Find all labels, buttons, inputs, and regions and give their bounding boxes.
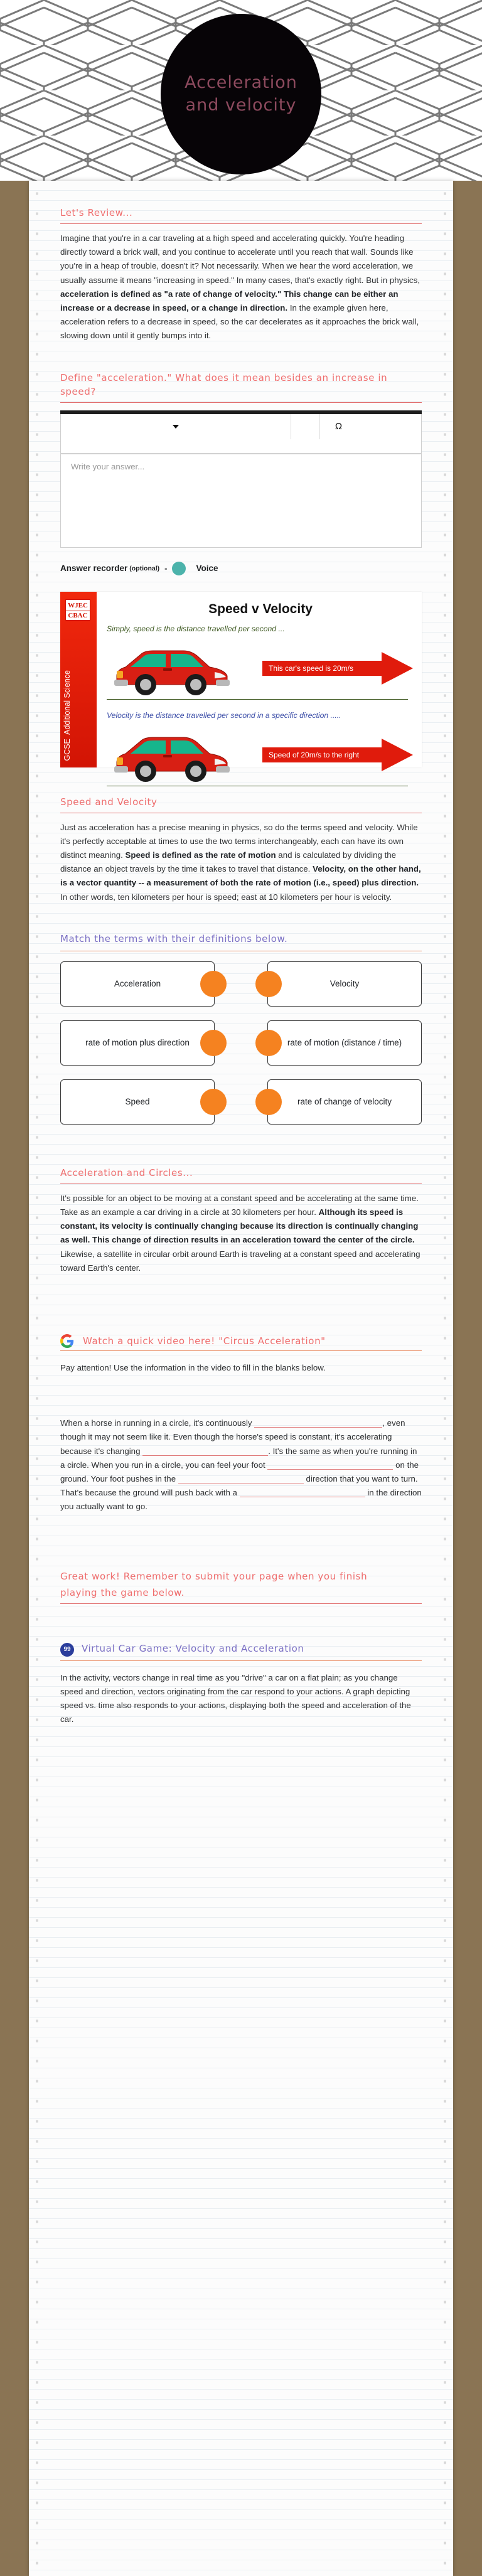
fb-text-5: direction that you want to turn. That's because the ground will push back with a bbox=[60, 1474, 418, 1498]
circles-paragraph bbox=[60, 1192, 422, 1275]
match-knob-right-2[interactable] bbox=[255, 1089, 282, 1115]
page-title-line2: and velocity bbox=[185, 95, 297, 115]
chevron-down-icon bbox=[173, 425, 179, 429]
section-heading-speed-velocity: Speed and Velocity bbox=[60, 796, 158, 808]
speed-v-velocity-slide bbox=[60, 592, 422, 767]
review-text-c: In the example given here, acceleration refers to a decrease in speed, so the car decelerates as it approaches the brick wall, slowing down until it gently bumps into it. bbox=[60, 303, 419, 341]
divider bbox=[60, 1603, 422, 1604]
video-link-row[interactable] bbox=[60, 1334, 422, 1348]
match-card-left-2[interactable] bbox=[60, 1079, 215, 1125]
match-label: rate of change of velocity bbox=[297, 1097, 392, 1107]
match-label: rate of motion (distance / time) bbox=[287, 1038, 402, 1048]
game-description: In the activity, vectors change in real time as you "drive" a car on a flat plain; as you change speed and direction, vectors originating from the car respond to your actions. A graph depicting speed vs. time also responds to your actions, displaying both the speed and acceleration of the car. bbox=[60, 1672, 411, 1724]
logo-line-2: CBAC bbox=[66, 611, 90, 621]
red-car-illustration-2 bbox=[109, 727, 235, 785]
fb-text-4: on the ground. Your foot pushes in the bbox=[60, 1460, 419, 1484]
match-knob-left-2[interactable] bbox=[200, 1089, 227, 1115]
fb-text-6: in the direction you actually want to go. bbox=[60, 1488, 422, 1512]
match-card-right-0[interactable] bbox=[267, 961, 422, 1007]
circles-text-bold: Although its speed is constant, its velocity is continually changing because its direction is continually changing as well. This change of direction results in an acceleration toward the center of the circle. bbox=[60, 1207, 419, 1245]
answer-recorder-row bbox=[60, 562, 422, 575]
page-title-line1: Acceleration bbox=[185, 73, 297, 92]
red-car-illustration bbox=[109, 641, 235, 698]
match-knob-left-1[interactable] bbox=[200, 1030, 227, 1056]
game-badge-icon: 99 bbox=[60, 1643, 74, 1657]
video-instruction: Pay attention! Use the information in the video to fill in the blanks below. bbox=[60, 1363, 326, 1373]
wjec-cbac-logo bbox=[65, 599, 90, 621]
rail-course-line1: GCSE Additional Science bbox=[63, 670, 72, 761]
fb-text-3: . It's the same as when you're running in a circle. When you run in a circle, you can feel your foot bbox=[60, 1446, 417, 1470]
match-label: rate of motion plus direction bbox=[85, 1038, 190, 1048]
match-knob-right-1[interactable] bbox=[255, 1030, 282, 1056]
page-header bbox=[0, 0, 482, 181]
velocity-panel bbox=[107, 721, 414, 789]
match-label: Speed bbox=[125, 1097, 150, 1107]
font-dropdown[interactable] bbox=[61, 414, 291, 439]
review-paragraph bbox=[60, 232, 422, 343]
closing-heading-line1: Great work! Remember to submit your page when you finish bbox=[60, 1570, 368, 1582]
fill-in-the-blanks-paragraph bbox=[60, 1416, 422, 1514]
review-text-bold: acceleration is defined as "a rate of change of velocity." This change can be either an increase or a decrease in speed, or a change in direction. bbox=[60, 289, 399, 313]
match-knob-left-0[interactable] bbox=[200, 971, 227, 997]
divider bbox=[60, 1660, 422, 1661]
answer-recorder-dash: - bbox=[164, 564, 168, 574]
answer-recorder-label: Answer recorder bbox=[60, 564, 128, 574]
matching-exercise bbox=[60, 961, 422, 1125]
blank-input-4[interactable] bbox=[178, 1473, 304, 1483]
fb-text-2: , even though it may not seem like it. Even though the horse's speed is constant, it's accelerating because it's changing bbox=[60, 1418, 405, 1456]
sv-text-c: and is calculated by dividing the distance an object travels by the time it takes to travel that distance. bbox=[60, 850, 397, 874]
match-card-left-1[interactable] bbox=[60, 1020, 215, 1066]
speed-arrow-label: This car's speed is 20m/s bbox=[269, 663, 354, 673]
rich-text-editor[interactable] bbox=[60, 410, 422, 548]
section-heading-circles: Acceleration and Circles... bbox=[60, 1167, 193, 1178]
worksheet-sheet bbox=[29, 181, 453, 2576]
slide-caption-velocity: Velocity is the distance travelled per second in a specific direction ..... bbox=[107, 710, 341, 720]
circles-text-a: It's possible for an object to be moving at a constant speed and be accelerating at the same time. Take as an example a car driving in a circle at 30 kilometers per hour. bbox=[60, 1193, 419, 1217]
sv-text-bold-1: Speed is defined as the rate of motion bbox=[125, 850, 276, 860]
title-bubble bbox=[161, 14, 321, 174]
logo-line-1: WJEC bbox=[68, 601, 88, 609]
velocity-arrow-label: Speed of 20m/s to the right bbox=[269, 750, 360, 759]
match-label: Acceleration bbox=[114, 979, 161, 989]
review-text-a: Imagine that you're in a car traveling at a high speed and accelerating quickly. You're heading directly toward a brick wall, and you continue to accelerate until you reach that wall. Sounds like you're in a heap of trouble, doesn't it? Not necessarily. When we hear the word acceleration, we usually assume it means "increasing in speed." In many cases, that's exactly right. But in physics, bbox=[60, 233, 420, 285]
blank-input-3[interactable] bbox=[267, 1459, 393, 1470]
blank-input-2[interactable] bbox=[142, 1445, 268, 1456]
editor-toolbar[interactable] bbox=[60, 414, 422, 454]
toolbar-separator-group bbox=[291, 414, 319, 439]
section-heading-review: Let's Review... bbox=[60, 207, 133, 218]
ground-line bbox=[107, 699, 408, 700]
google-icon bbox=[60, 1334, 74, 1348]
circles-text-c: Likewise, a satellite in circular orbit around Earth is traveling at a constant speed and accelerating toward Earth's center. bbox=[60, 1249, 420, 1273]
sv-text-e: In other words, ten kilometers per hour is speed; east at 10 kilometers per hour is velocity. bbox=[60, 892, 392, 902]
slide-content bbox=[97, 592, 422, 767]
speed-panel bbox=[107, 634, 414, 702]
closing-heading-line2: playing the game below. bbox=[60, 1586, 185, 1598]
match-card-right-1[interactable] bbox=[267, 1020, 422, 1066]
match-card-left-0[interactable] bbox=[60, 961, 215, 1007]
slide-side-rail bbox=[60, 592, 97, 767]
answer-recorder-optional: (optional) bbox=[129, 564, 160, 572]
game-title[interactable]: Virtual Car Game: Velocity and Acceleration bbox=[82, 1642, 304, 1654]
blank-input-1[interactable] bbox=[254, 1417, 382, 1428]
rail-course-text bbox=[60, 670, 97, 761]
omega-icon: Ω bbox=[335, 421, 343, 432]
match-label: Velocity bbox=[329, 979, 360, 989]
divider bbox=[60, 402, 422, 403]
answer-textarea[interactable]: Write your answer... bbox=[60, 454, 422, 548]
record-button-icon[interactable] bbox=[172, 562, 186, 575]
speed-arrow bbox=[262, 652, 413, 685]
speed-velocity-paragraph bbox=[60, 821, 422, 904]
question-prompt: Define "acceleration." What does it mean besides an increase in speed? bbox=[60, 371, 388, 397]
slide-caption-speed: Simply, speed is the distance travelled per second ... bbox=[107, 624, 285, 633]
fb-text-1: When a horse in running in a circle, it's continuously bbox=[60, 1418, 252, 1428]
divider bbox=[60, 1350, 422, 1351]
sv-text-bold-2: Velocity, on the other hand, is a vector quantity -- a measurement of both the rate of motion (i.e., speed) plus direction. bbox=[60, 864, 421, 888]
blank-input-5[interactable] bbox=[240, 1487, 365, 1497]
match-card-right-2[interactable] bbox=[267, 1079, 422, 1125]
voice-label: Voice bbox=[196, 564, 218, 574]
slide-title: Speed v Velocity bbox=[208, 601, 313, 616]
match-knob-right-0[interactable] bbox=[255, 971, 282, 997]
game-link-row[interactable] bbox=[60, 1642, 422, 1658]
velocity-arrow bbox=[262, 739, 413, 771]
special-character-button[interactable] bbox=[319, 414, 357, 439]
video-link-text[interactable]: Watch a quick video here! "Circus Acceleration" bbox=[83, 1335, 326, 1347]
sv-text-a: Just as acceleration has a precise meaning in physics, so do the terms speed and velocity. While it's perfectly acceptable at times to use the two terms interchangeably, each can have its own distinct meaning. bbox=[60, 822, 418, 860]
section-heading-match: Match the terms with their definitions below. bbox=[60, 933, 288, 944]
divider bbox=[60, 223, 422, 224]
